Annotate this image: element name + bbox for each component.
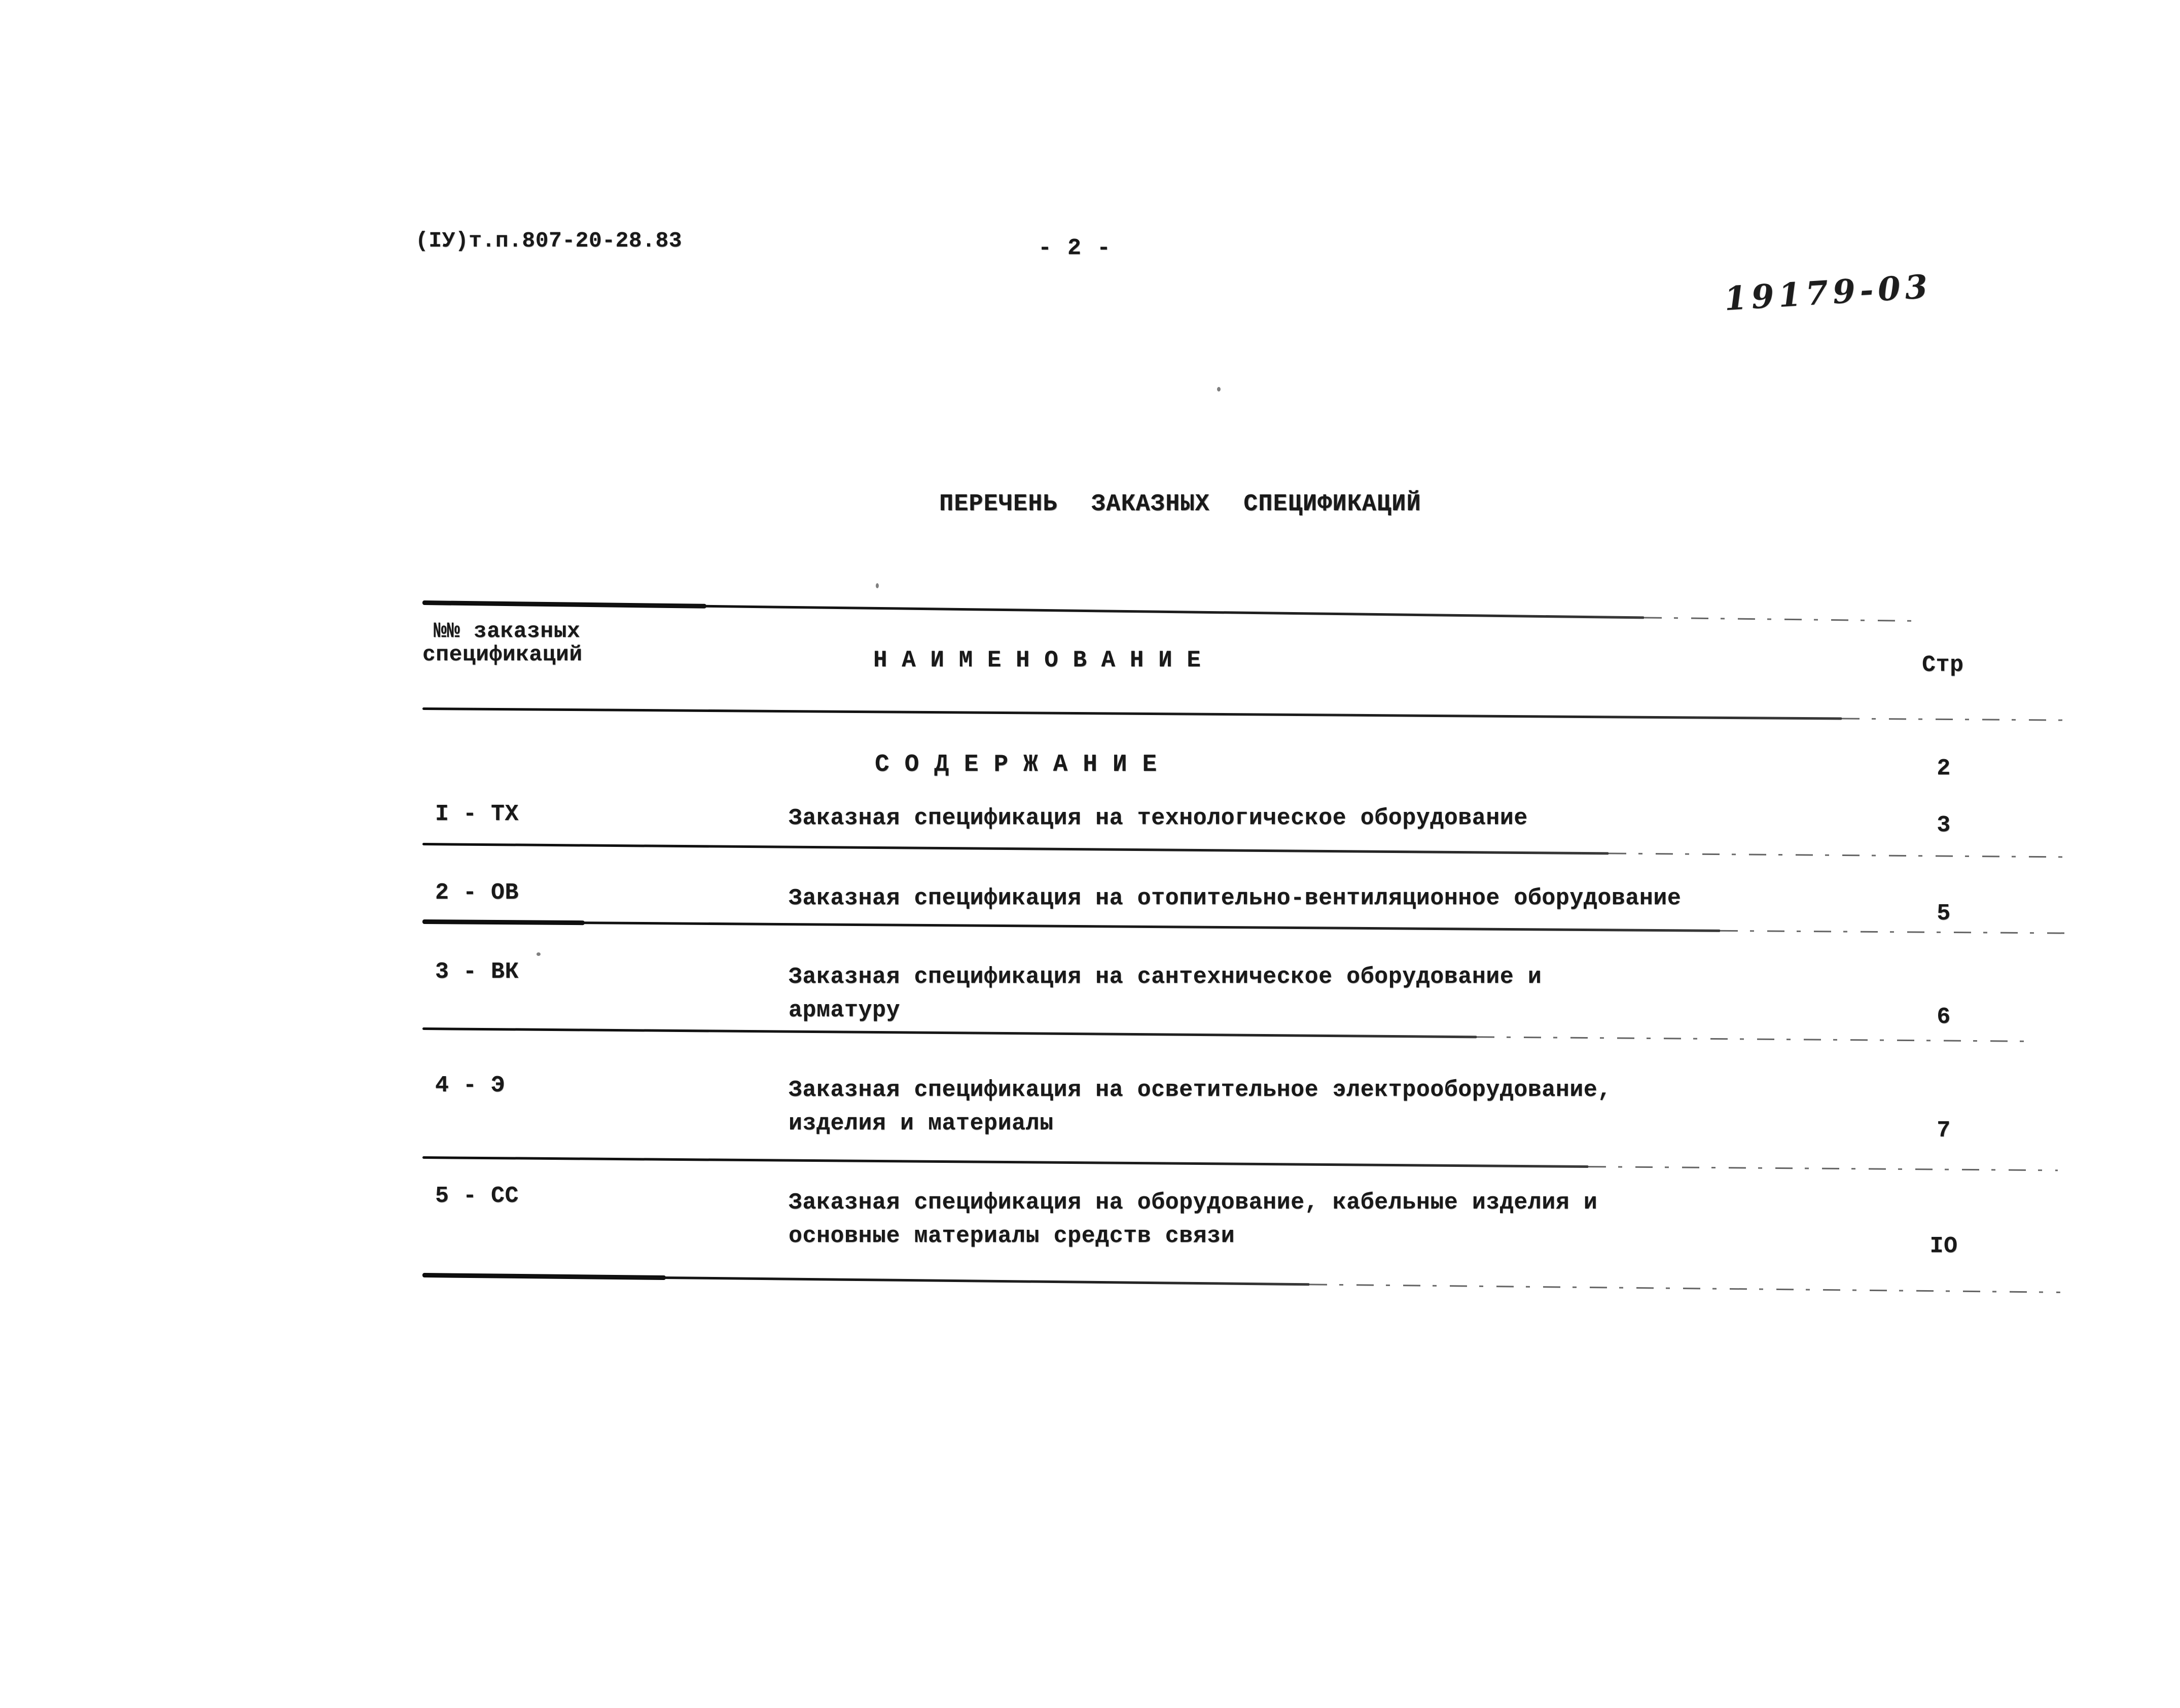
doc-code: (IУ)т.п.807-20-28.83 xyxy=(415,228,683,253)
table-top-rule xyxy=(422,601,1913,625)
contents-row-title: С О Д Е Р Ж А Н И Е xyxy=(875,751,1157,778)
row-spec-name-line: основные материалы средств связи xyxy=(789,1223,1235,1249)
row-page-number: 6 xyxy=(1937,1004,1951,1030)
row-rule-4 xyxy=(422,1156,2058,1174)
row-spec-name-line: арматуру xyxy=(789,998,901,1023)
row-spec-code: I - ТХ xyxy=(435,801,519,827)
row-spec-name-line: изделия и материалы xyxy=(789,1111,1054,1136)
page-title: ПЕРЕЧЕНЬ ЗАКАЗНЫХ СПЕЦИФИКАЦИЙ xyxy=(939,491,1421,518)
row-spec-code: 5 - СС xyxy=(435,1183,519,1209)
row-spec-code: 4 - Э xyxy=(435,1073,505,1098)
row-rule-2 xyxy=(422,920,2076,937)
row-spec-name-line: Заказная спецификация на отопительно-вентиляционное оборудование xyxy=(789,885,1682,911)
col-header-name: Н А И М Е Н О В А Н И Е xyxy=(873,647,1201,673)
row-spec-code: 2 - ОВ xyxy=(435,880,519,906)
row-rule-3 xyxy=(422,1027,2035,1045)
row-spec-name-line: Заказная спецификация на осветительное электрооборудование, xyxy=(789,1077,1612,1103)
row-page-number: 7 xyxy=(1937,1118,1951,1144)
row-rule-1 xyxy=(422,843,2065,861)
row-spec-name-line: Заказная спецификация на сантехническое оборудование и xyxy=(789,964,1542,990)
row-spec-code: 3 - ВК xyxy=(435,959,519,985)
header-rule xyxy=(422,707,2073,724)
col-header-spec-numbers-line1: №№ заказных xyxy=(434,619,581,644)
col-header-page: Стр xyxy=(1922,652,1964,678)
row-spec-name-line: Заказная спецификация на оборудование, кабельные изделия и xyxy=(789,1190,1598,1216)
col-header-spec-numbers-line2: спецификаций xyxy=(422,642,583,667)
row-page-number: 3 xyxy=(1937,812,1951,838)
scan-speck xyxy=(876,583,879,588)
row-page-number: IO xyxy=(1929,1233,1958,1259)
row-page-number: 5 xyxy=(1937,901,1951,927)
row-spec-name-line: Заказная спецификация на технологическое оборудование xyxy=(789,805,1528,831)
scan-speck xyxy=(537,952,541,956)
table-bottom-rule xyxy=(422,1274,2060,1296)
handwritten-stamp-number: 19179-03 xyxy=(1723,267,1934,318)
scan-speck xyxy=(1217,387,1221,392)
sheet-number: - 2 - xyxy=(1038,235,1112,261)
contents-row-page: 2 xyxy=(1937,756,1951,781)
